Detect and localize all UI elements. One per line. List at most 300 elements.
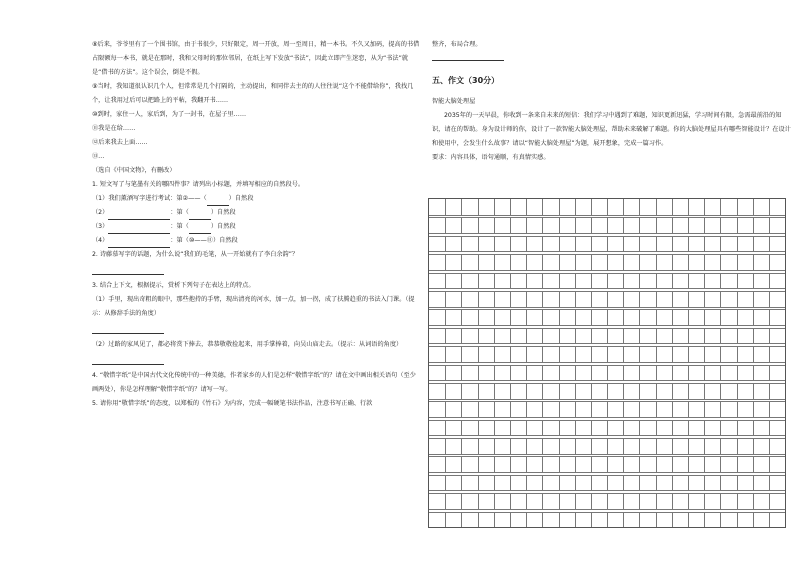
grid-cell[interactable] bbox=[688, 420, 704, 436]
grid-cell[interactable] bbox=[656, 199, 672, 215]
grid-cell[interactable] bbox=[769, 328, 785, 344]
grid-cell[interactable] bbox=[429, 236, 445, 252]
grid-cell[interactable] bbox=[672, 493, 688, 509]
grid-cell[interactable] bbox=[704, 383, 720, 399]
grid-cell[interactable] bbox=[688, 383, 704, 399]
grid-cell[interactable] bbox=[461, 328, 477, 344]
grid-cell[interactable] bbox=[445, 236, 461, 252]
grid-cell[interactable] bbox=[510, 328, 526, 344]
grid-cell[interactable] bbox=[753, 236, 769, 252]
grid-cell[interactable] bbox=[753, 199, 769, 215]
grid-cell[interactable] bbox=[461, 254, 477, 270]
grid-cell[interactable] bbox=[542, 512, 558, 528]
grid-cell[interactable] bbox=[542, 365, 558, 381]
grid-cell[interactable] bbox=[510, 420, 526, 436]
grid-cell[interactable] bbox=[445, 401, 461, 417]
grid-cell[interactable] bbox=[688, 273, 704, 289]
grid-cell[interactable] bbox=[542, 456, 558, 472]
grid-cell[interactable] bbox=[461, 199, 477, 215]
grid-cell[interactable] bbox=[575, 401, 591, 417]
grid-cell[interactable] bbox=[607, 475, 623, 491]
grid-cell[interactable] bbox=[720, 456, 736, 472]
grid-cell[interactable] bbox=[753, 475, 769, 491]
grid-cell[interactable] bbox=[429, 199, 445, 215]
grid-cell[interactable] bbox=[461, 309, 477, 325]
grid-cell[interactable] bbox=[607, 328, 623, 344]
grid-cell[interactable] bbox=[623, 199, 639, 215]
grid-cell[interactable] bbox=[461, 365, 477, 381]
grid-cell[interactable] bbox=[688, 328, 704, 344]
grid-cell[interactable] bbox=[559, 217, 575, 233]
grid-cell[interactable] bbox=[623, 291, 639, 307]
grid-cell[interactable] bbox=[461, 438, 477, 454]
grid-cell[interactable] bbox=[607, 199, 623, 215]
grid-cell[interactable] bbox=[445, 273, 461, 289]
answer-line[interactable] bbox=[432, 54, 504, 61]
answer-blank[interactable] bbox=[108, 211, 170, 220]
grid-cell[interactable] bbox=[769, 438, 785, 454]
grid-cell[interactable] bbox=[607, 456, 623, 472]
grid-cell[interactable] bbox=[688, 291, 704, 307]
grid-cell[interactable] bbox=[429, 493, 445, 509]
grid-cell[interactable] bbox=[559, 401, 575, 417]
grid-cell[interactable] bbox=[656, 328, 672, 344]
grid-cell[interactable] bbox=[737, 365, 753, 381]
grid-cell[interactable] bbox=[720, 365, 736, 381]
grid-cell[interactable] bbox=[704, 512, 720, 528]
grid-cell[interactable] bbox=[559, 291, 575, 307]
grid-cell[interactable] bbox=[445, 493, 461, 509]
grid-cell[interactable] bbox=[461, 346, 477, 362]
grid-cell[interactable] bbox=[769, 365, 785, 381]
grid-cell[interactable] bbox=[526, 383, 542, 399]
grid-cell[interactable] bbox=[559, 493, 575, 509]
answer-line[interactable] bbox=[92, 354, 164, 365]
grid-cell[interactable] bbox=[672, 254, 688, 270]
grid-cell[interactable] bbox=[591, 401, 607, 417]
grid-cell[interactable] bbox=[607, 438, 623, 454]
grid-cell[interactable] bbox=[510, 346, 526, 362]
grid-cell[interactable] bbox=[720, 420, 736, 436]
grid-cell[interactable] bbox=[639, 456, 655, 472]
grid-cell[interactable] bbox=[478, 328, 494, 344]
grid-cell[interactable] bbox=[607, 309, 623, 325]
grid-cell[interactable] bbox=[623, 456, 639, 472]
grid-cell[interactable] bbox=[591, 346, 607, 362]
grid-cell[interactable] bbox=[429, 401, 445, 417]
grid-cell[interactable] bbox=[607, 291, 623, 307]
grid-cell[interactable] bbox=[478, 309, 494, 325]
grid-cell[interactable] bbox=[575, 328, 591, 344]
grid-cell[interactable] bbox=[623, 438, 639, 454]
grid-cell[interactable] bbox=[737, 309, 753, 325]
grid-cell[interactable] bbox=[526, 493, 542, 509]
grid-cell[interactable] bbox=[494, 456, 510, 472]
grid-cell[interactable] bbox=[607, 346, 623, 362]
grid-cell[interactable] bbox=[445, 383, 461, 399]
grid-cell[interactable] bbox=[575, 475, 591, 491]
grid-cell[interactable] bbox=[688, 401, 704, 417]
grid-cell[interactable] bbox=[461, 401, 477, 417]
grid-cell[interactable] bbox=[704, 438, 720, 454]
grid-cell[interactable] bbox=[559, 309, 575, 325]
grid-cell[interactable] bbox=[461, 217, 477, 233]
grid-cell[interactable] bbox=[688, 475, 704, 491]
grid-cell[interactable] bbox=[445, 438, 461, 454]
writing-grid-table[interactable] bbox=[428, 198, 786, 528]
grid-cell[interactable] bbox=[575, 383, 591, 399]
grid-cell[interactable] bbox=[494, 401, 510, 417]
grid-cell[interactable] bbox=[510, 512, 526, 528]
grid-cell[interactable] bbox=[478, 254, 494, 270]
grid-cell[interactable] bbox=[639, 475, 655, 491]
grid-cell[interactable] bbox=[575, 199, 591, 215]
grid-cell[interactable] bbox=[672, 456, 688, 472]
grid-cell[interactable] bbox=[510, 217, 526, 233]
grid-cell[interactable] bbox=[737, 291, 753, 307]
grid-cell[interactable] bbox=[478, 512, 494, 528]
grid-cell[interactable] bbox=[720, 401, 736, 417]
grid-cell[interactable] bbox=[720, 291, 736, 307]
grid-cell[interactable] bbox=[672, 309, 688, 325]
grid-cell[interactable] bbox=[623, 273, 639, 289]
grid-cell[interactable] bbox=[639, 273, 655, 289]
grid-cell[interactable] bbox=[688, 456, 704, 472]
grid-cell[interactable] bbox=[575, 512, 591, 528]
grid-cell[interactable] bbox=[753, 291, 769, 307]
grid-cell[interactable] bbox=[494, 365, 510, 381]
grid-cell[interactable] bbox=[623, 346, 639, 362]
grid-cell[interactable] bbox=[639, 291, 655, 307]
grid-cell[interactable] bbox=[494, 309, 510, 325]
grid-cell[interactable] bbox=[559, 236, 575, 252]
grid-cell[interactable] bbox=[526, 273, 542, 289]
grid-cell[interactable] bbox=[607, 512, 623, 528]
grid-cell[interactable] bbox=[461, 475, 477, 491]
grid-cell[interactable] bbox=[753, 217, 769, 233]
grid-cell[interactable] bbox=[639, 254, 655, 270]
grid-cell[interactable] bbox=[623, 328, 639, 344]
grid-cell[interactable] bbox=[672, 291, 688, 307]
grid-cell[interactable] bbox=[478, 438, 494, 454]
grid-cell[interactable] bbox=[429, 475, 445, 491]
grid-cell[interactable] bbox=[575, 456, 591, 472]
grid-cell[interactable] bbox=[769, 254, 785, 270]
grid-cell[interactable] bbox=[478, 475, 494, 491]
grid-cell[interactable] bbox=[542, 383, 558, 399]
grid-cell[interactable] bbox=[672, 217, 688, 233]
grid-cell[interactable] bbox=[445, 291, 461, 307]
grid-cell[interactable] bbox=[429, 217, 445, 233]
grid-cell[interactable] bbox=[720, 254, 736, 270]
grid-cell[interactable] bbox=[672, 199, 688, 215]
grid-cell[interactable] bbox=[445, 199, 461, 215]
grid-cell[interactable] bbox=[478, 493, 494, 509]
grid-cell[interactable] bbox=[429, 328, 445, 344]
grid-cell[interactable] bbox=[429, 309, 445, 325]
grid-cell[interactable] bbox=[559, 512, 575, 528]
grid-cell[interactable] bbox=[753, 512, 769, 528]
grid-cell[interactable] bbox=[720, 438, 736, 454]
grid-cell[interactable] bbox=[704, 254, 720, 270]
grid-cell[interactable] bbox=[672, 438, 688, 454]
grid-cell[interactable] bbox=[494, 475, 510, 491]
grid-cell[interactable] bbox=[639, 217, 655, 233]
grid-cell[interactable] bbox=[591, 328, 607, 344]
grid-cell[interactable] bbox=[656, 217, 672, 233]
grid-cell[interactable] bbox=[429, 438, 445, 454]
answer-blank[interactable] bbox=[189, 225, 211, 234]
grid-cell[interactable] bbox=[445, 365, 461, 381]
grid-cell[interactable] bbox=[639, 401, 655, 417]
grid-cell[interactable] bbox=[720, 328, 736, 344]
grid-cell[interactable] bbox=[769, 309, 785, 325]
grid-cell[interactable] bbox=[526, 420, 542, 436]
grid-cell[interactable] bbox=[753, 273, 769, 289]
grid-cell[interactable] bbox=[559, 328, 575, 344]
grid-cell[interactable] bbox=[591, 456, 607, 472]
grid-cell[interactable] bbox=[559, 438, 575, 454]
grid-cell[interactable] bbox=[542, 217, 558, 233]
grid-cell[interactable] bbox=[623, 365, 639, 381]
grid-cell[interactable] bbox=[494, 420, 510, 436]
grid-cell[interactable] bbox=[753, 493, 769, 509]
grid-cell[interactable] bbox=[639, 512, 655, 528]
grid-cell[interactable] bbox=[639, 438, 655, 454]
grid-cell[interactable] bbox=[542, 254, 558, 270]
grid-cell[interactable] bbox=[542, 273, 558, 289]
grid-cell[interactable] bbox=[753, 365, 769, 381]
grid-cell[interactable] bbox=[720, 217, 736, 233]
grid-cell[interactable] bbox=[623, 217, 639, 233]
grid-cell[interactable] bbox=[656, 420, 672, 436]
grid-cell[interactable] bbox=[478, 401, 494, 417]
grid-cell[interactable] bbox=[607, 420, 623, 436]
writing-grid[interactable] bbox=[428, 198, 786, 528]
grid-cell[interactable] bbox=[445, 217, 461, 233]
grid-cell[interactable] bbox=[656, 475, 672, 491]
grid-cell[interactable] bbox=[494, 291, 510, 307]
grid-cell[interactable] bbox=[688, 493, 704, 509]
grid-cell[interactable] bbox=[737, 346, 753, 362]
grid-cell[interactable] bbox=[753, 401, 769, 417]
grid-cell[interactable] bbox=[510, 291, 526, 307]
grid-cell[interactable] bbox=[656, 456, 672, 472]
grid-cell[interactable] bbox=[575, 420, 591, 436]
grid-cell[interactable] bbox=[672, 420, 688, 436]
grid-cell[interactable] bbox=[591, 217, 607, 233]
grid-cell[interactable] bbox=[445, 475, 461, 491]
grid-cell[interactable] bbox=[737, 401, 753, 417]
grid-cell[interactable] bbox=[445, 420, 461, 436]
grid-cell[interactable] bbox=[720, 512, 736, 528]
grid-cell[interactable] bbox=[672, 273, 688, 289]
answer-blank[interactable] bbox=[108, 239, 170, 248]
grid-cell[interactable] bbox=[737, 383, 753, 399]
grid-cell[interactable] bbox=[461, 273, 477, 289]
grid-cell[interactable] bbox=[461, 512, 477, 528]
grid-cell[interactable] bbox=[737, 236, 753, 252]
grid-cell[interactable] bbox=[639, 493, 655, 509]
grid-cell[interactable] bbox=[510, 438, 526, 454]
grid-cell[interactable] bbox=[737, 420, 753, 436]
grid-cell[interactable] bbox=[494, 493, 510, 509]
grid-cell[interactable] bbox=[607, 365, 623, 381]
grid-cell[interactable] bbox=[639, 199, 655, 215]
answer-blank[interactable] bbox=[207, 197, 229, 206]
grid-cell[interactable] bbox=[704, 401, 720, 417]
grid-cell[interactable] bbox=[639, 236, 655, 252]
grid-cell[interactable] bbox=[559, 420, 575, 436]
grid-cell[interactable] bbox=[575, 236, 591, 252]
grid-cell[interactable] bbox=[720, 493, 736, 509]
grid-cell[interactable] bbox=[575, 346, 591, 362]
grid-cell[interactable] bbox=[445, 254, 461, 270]
grid-cell[interactable] bbox=[510, 401, 526, 417]
grid-cell[interactable] bbox=[688, 199, 704, 215]
grid-cell[interactable] bbox=[672, 328, 688, 344]
grid-cell[interactable] bbox=[688, 254, 704, 270]
grid-cell[interactable] bbox=[510, 236, 526, 252]
grid-cell[interactable] bbox=[591, 273, 607, 289]
grid-cell[interactable] bbox=[639, 309, 655, 325]
grid-cell[interactable] bbox=[656, 438, 672, 454]
grid-cell[interactable] bbox=[526, 512, 542, 528]
grid-cell[interactable] bbox=[769, 291, 785, 307]
grid-cell[interactable] bbox=[704, 328, 720, 344]
grid-cell[interactable] bbox=[510, 493, 526, 509]
grid-cell[interactable] bbox=[542, 199, 558, 215]
answer-line[interactable] bbox=[92, 323, 164, 334]
grid-cell[interactable] bbox=[526, 291, 542, 307]
grid-cell[interactable] bbox=[737, 199, 753, 215]
grid-cell[interactable] bbox=[607, 493, 623, 509]
grid-cell[interactable] bbox=[510, 365, 526, 381]
grid-cell[interactable] bbox=[607, 383, 623, 399]
grid-cell[interactable] bbox=[526, 199, 542, 215]
grid-cell[interactable] bbox=[672, 475, 688, 491]
grid-cell[interactable] bbox=[591, 438, 607, 454]
grid-cell[interactable] bbox=[672, 383, 688, 399]
grid-cell[interactable] bbox=[591, 254, 607, 270]
grid-cell[interactable] bbox=[704, 273, 720, 289]
grid-cell[interactable] bbox=[639, 365, 655, 381]
grid-cell[interactable] bbox=[494, 438, 510, 454]
grid-cell[interactable] bbox=[575, 291, 591, 307]
grid-cell[interactable] bbox=[753, 438, 769, 454]
grid-cell[interactable] bbox=[769, 512, 785, 528]
grid-cell[interactable] bbox=[591, 291, 607, 307]
grid-cell[interactable] bbox=[429, 291, 445, 307]
grid-cell[interactable] bbox=[429, 456, 445, 472]
grid-cell[interactable] bbox=[478, 420, 494, 436]
grid-cell[interactable] bbox=[704, 217, 720, 233]
grid-cell[interactable] bbox=[510, 475, 526, 491]
grid-cell[interactable] bbox=[575, 309, 591, 325]
grid-cell[interactable] bbox=[688, 365, 704, 381]
grid-cell[interactable] bbox=[559, 456, 575, 472]
grid-cell[interactable] bbox=[720, 199, 736, 215]
grid-cell[interactable] bbox=[461, 236, 477, 252]
grid-cell[interactable] bbox=[526, 309, 542, 325]
grid-cell[interactable] bbox=[737, 456, 753, 472]
grid-cell[interactable] bbox=[656, 346, 672, 362]
grid-cell[interactable] bbox=[753, 309, 769, 325]
grid-cell[interactable] bbox=[769, 456, 785, 472]
grid-cell[interactable] bbox=[526, 456, 542, 472]
grid-cell[interactable] bbox=[769, 346, 785, 362]
grid-cell[interactable] bbox=[607, 254, 623, 270]
grid-cell[interactable] bbox=[445, 309, 461, 325]
grid-cell[interactable] bbox=[720, 383, 736, 399]
grid-cell[interactable] bbox=[623, 236, 639, 252]
grid-cell[interactable] bbox=[429, 254, 445, 270]
grid-cell[interactable] bbox=[753, 383, 769, 399]
grid-cell[interactable] bbox=[769, 493, 785, 509]
grid-cell[interactable] bbox=[559, 475, 575, 491]
grid-cell[interactable] bbox=[526, 438, 542, 454]
grid-cell[interactable] bbox=[494, 328, 510, 344]
grid-cell[interactable] bbox=[542, 291, 558, 307]
grid-cell[interactable] bbox=[704, 199, 720, 215]
grid-cell[interactable] bbox=[445, 456, 461, 472]
grid-cell[interactable] bbox=[623, 512, 639, 528]
grid-cell[interactable] bbox=[494, 346, 510, 362]
grid-cell[interactable] bbox=[510, 273, 526, 289]
grid-cell[interactable] bbox=[753, 328, 769, 344]
grid-cell[interactable] bbox=[494, 217, 510, 233]
grid-cell[interactable] bbox=[478, 236, 494, 252]
grid-cell[interactable] bbox=[591, 420, 607, 436]
grid-cell[interactable] bbox=[720, 346, 736, 362]
grid-cell[interactable] bbox=[769, 420, 785, 436]
grid-cell[interactable] bbox=[704, 309, 720, 325]
grid-cell[interactable] bbox=[591, 383, 607, 399]
grid-cell[interactable] bbox=[478, 346, 494, 362]
grid-cell[interactable] bbox=[623, 383, 639, 399]
grid-cell[interactable] bbox=[559, 199, 575, 215]
grid-cell[interactable] bbox=[623, 420, 639, 436]
grid-cell[interactable] bbox=[672, 512, 688, 528]
grid-cell[interactable] bbox=[704, 475, 720, 491]
grid-cell[interactable] bbox=[461, 420, 477, 436]
grid-cell[interactable] bbox=[510, 456, 526, 472]
grid-cell[interactable] bbox=[720, 236, 736, 252]
grid-cell[interactable] bbox=[494, 512, 510, 528]
grid-cell[interactable] bbox=[461, 493, 477, 509]
grid-cell[interactable] bbox=[769, 217, 785, 233]
grid-cell[interactable] bbox=[656, 383, 672, 399]
grid-cell[interactable] bbox=[623, 493, 639, 509]
grid-cell[interactable] bbox=[623, 254, 639, 270]
answer-blank[interactable] bbox=[189, 211, 211, 220]
grid-cell[interactable] bbox=[688, 512, 704, 528]
grid-cell[interactable] bbox=[526, 346, 542, 362]
grid-cell[interactable] bbox=[639, 420, 655, 436]
grid-cell[interactable] bbox=[429, 273, 445, 289]
grid-cell[interactable] bbox=[720, 273, 736, 289]
answer-line[interactable] bbox=[92, 264, 164, 275]
grid-cell[interactable] bbox=[478, 273, 494, 289]
grid-cell[interactable] bbox=[591, 365, 607, 381]
grid-cell[interactable] bbox=[704, 420, 720, 436]
grid-cell[interactable] bbox=[478, 291, 494, 307]
grid-cell[interactable] bbox=[737, 512, 753, 528]
grid-cell[interactable] bbox=[688, 217, 704, 233]
grid-cell[interactable] bbox=[591, 493, 607, 509]
grid-cell[interactable] bbox=[445, 512, 461, 528]
grid-cell[interactable] bbox=[656, 493, 672, 509]
